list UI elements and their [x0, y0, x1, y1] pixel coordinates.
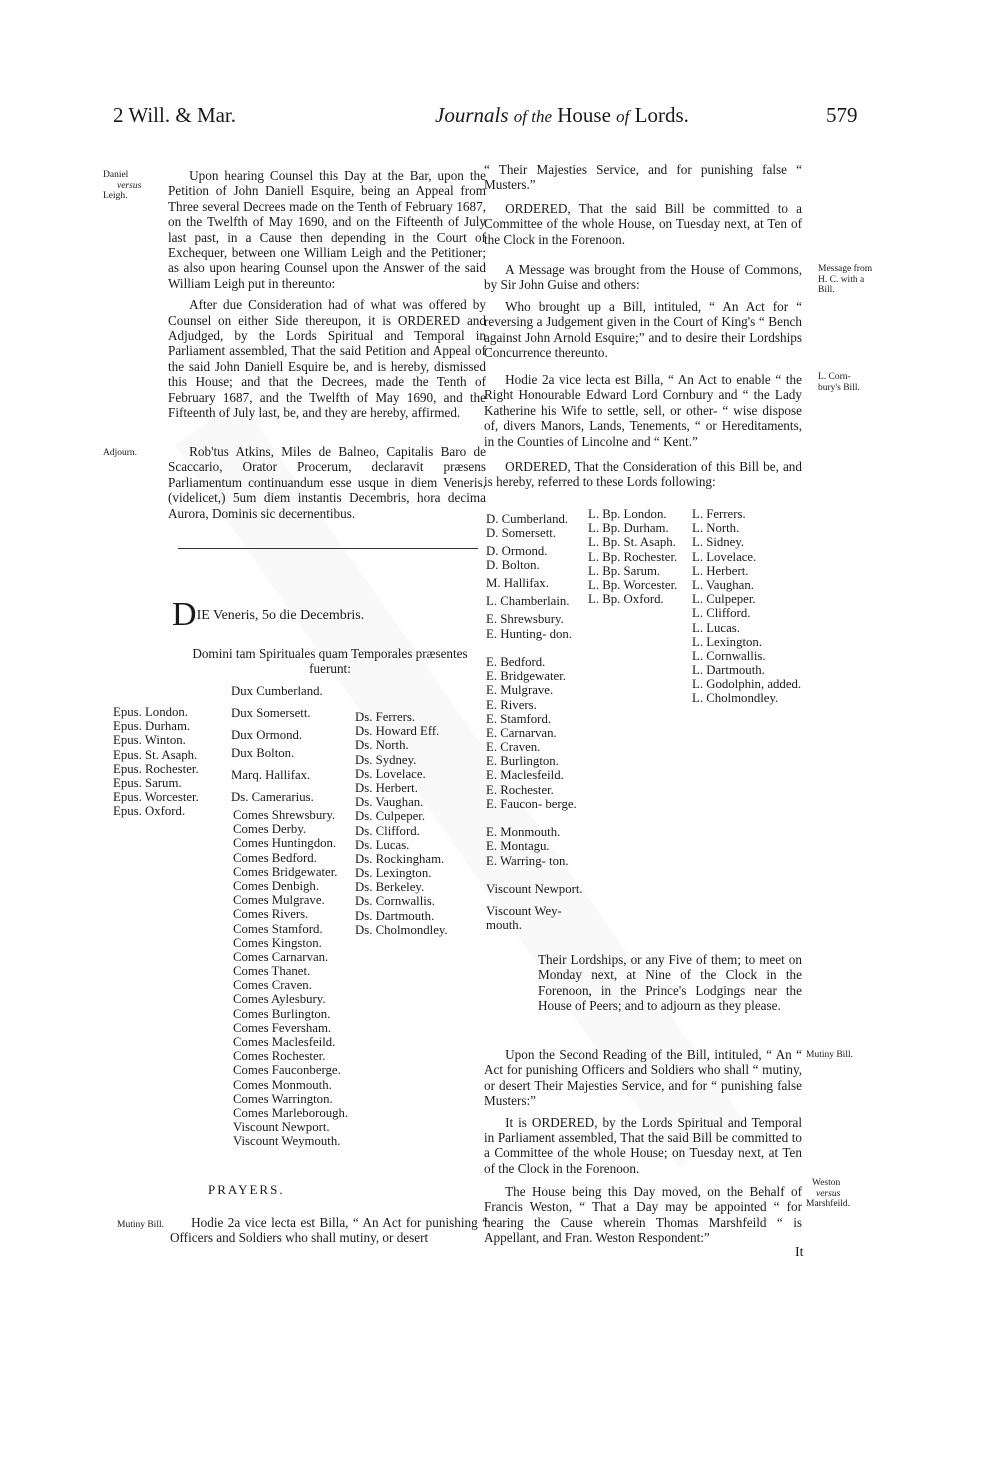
list-item: Comes Denbigh. [233, 878, 320, 893]
prayers-heading: PRAYERS. [208, 1182, 285, 1197]
list-item: L. Culpeper. [692, 592, 756, 607]
list-item: E. Rochester. [486, 782, 554, 797]
paragraph-mutiny: Hodie 2a vice lecta est Billa, “ An Act for punishing “ Officers and Soldiers who shall mutiny, or desert [170, 1215, 488, 1246]
list-item: Comes Kingston. [233, 935, 322, 950]
list-item: E. Mulgrave. [486, 683, 554, 698]
list-epus [113, 705, 199, 819]
paragraph-daniel: Upon hearing Counsel this Day at the Bar, upon the Petition of John Daniell Esquire, being an Appeal from Three several Decrees made on the Tenth of February 1687, on the Twelfth of May 1690, and on the Fifteenth of July last past, in a Cause then depending in the Court of Exchequer, between one William Leigh and the Petitioner; as also upon hearing Counsel upon the Answer of the said William Leigh put in thereunto: After due Consideration had of what was offered by Counsel on either Side thereupon, it is ORDERED and Adjudged, by the Lords Spiritual and Temporal in Parliament assembled, That the said Petition and Appeal of the said John Daniell Esquire be, and is hereby, dismissed this House; and that the Decrees, made the Tenth of February 1687, and the Twelfth of May 1690, and the Fifteenth of July last, be, and they are hereby, affirmed. [168, 168, 486, 421]
list-item: L. Cholmondley. [692, 691, 779, 706]
list-item: Marq. Hallifax. [231, 768, 311, 782]
list-item: L. Godolphin, added. [692, 677, 802, 692]
domini-heading: Domini tam Spirituales quam Temporales præsentes fuerunt: [192, 646, 468, 677]
list-item: Comes Burlington. [233, 1006, 331, 1021]
list-item: L. Bp. Worcester. [588, 577, 678, 592]
list-item: Comes Bedford. [233, 850, 317, 865]
list-item: Ds. Camerarius. [231, 790, 314, 804]
list-item: L. Bp. Oxford. [588, 592, 664, 607]
list-dux [231, 680, 323, 808]
list-item: Comes Rivers. [233, 907, 309, 922]
list-item: Ds. Berkeley. [355, 880, 425, 895]
list-item: L. Bp. Durham. [588, 521, 669, 536]
list-item: Comes Shrewsbury. [233, 808, 336, 822]
header-regnal-year: 2 Will. & Mar. [113, 103, 237, 127]
list-item: L. Dartmouth. [692, 663, 765, 678]
list-item: L. Herbert. [692, 563, 749, 578]
list-committee-c [692, 507, 801, 706]
list-item: Comes Bridgewater. [233, 864, 338, 879]
paragraph-weston: The House being this Day moved, on the Behalf of Francis Weston, “ That a Day may be appointed “ for hearing the Cause wherein Thomas Marshfeild “ is Appellant, and Fran. Weston Respondent:” [484, 1184, 802, 1246]
paragraph-cornbury: Hodie 2a vice lecta est Billa, “ An Act to enable “ the Right Honourable Edward Lord Cornbury and “ the Lady Katherine his Wife to settle, sell, or other- “ wise dispose of, divers Manors, Lands, Tenements, “ or Hereditaments, in the Counties of Lincolne and “ Kent.” ORDERED, That the Consideration of this Bill be, and is hereby, referred to these Lords following: [484, 372, 802, 490]
margin-note-weston: Weston versus Marshfeild. [806, 1178, 851, 1209]
margin-note-message: Message from H. C. with a Bill. [818, 264, 873, 295]
list-item: Comes Rochester. [233, 1049, 326, 1064]
list-item: Comes Thanet. [233, 964, 311, 979]
list-item: L. Lexington. [692, 634, 763, 649]
list-item: Epus. St. Asaph. [113, 747, 198, 762]
list-item: E. Hunting- don. [486, 626, 573, 641]
list-item: Ds. North. [355, 738, 409, 753]
list-item: D. Somersett. [486, 526, 557, 541]
list-item: Comes Maclesfeild. [233, 1035, 336, 1049]
margin-note-adjourn: Adjourn. [103, 448, 138, 458]
list-item: E. Faucon- berge. [486, 796, 577, 811]
list-item: Dux Cumberland. [231, 684, 323, 698]
list-committee-b [588, 507, 677, 606]
list-item: Epus. Rochester. [113, 761, 199, 776]
list-item: E. Stamford. [486, 711, 552, 726]
list-item: Comes Warrington. [233, 1091, 333, 1106]
header-title: Journals of the House of Lords. [435, 103, 689, 127]
list-item: Ds. Howard Eff. [355, 724, 440, 739]
list-item: Ds. Clifford. [355, 823, 420, 838]
list-item: Epus. Oxford. [113, 804, 186, 819]
list-item: Ds. Lovelace. [355, 766, 426, 781]
list-item: D. Bolton. [486, 558, 540, 573]
list-committee-a [486, 512, 584, 932]
list-item: L. Bp. St. Asaph. [588, 535, 676, 550]
list-item: Comes Carnarvan. [233, 949, 329, 964]
list-item: Ds. Dartmouth. [355, 908, 435, 923]
list-item: Ds. Cornwallis. [355, 894, 435, 909]
list-item: Dux Bolton. [231, 746, 295, 760]
list-item: Comes Aylesbury. [233, 992, 326, 1007]
list-item: Comes Huntingdon. [233, 836, 337, 851]
list-item: Comes Stamford. [233, 921, 323, 936]
list-item: Ds. Rockingham. [355, 851, 445, 866]
list-item: Epus. London. [113, 705, 189, 719]
margin-note-mutiny: Mutiny Bill. [117, 1220, 164, 1230]
list-item: Viscount Newport. [233, 1120, 330, 1135]
margin-note-cornbury: L. Corn- bury's Bill. [818, 372, 860, 393]
list-item: Ds. Herbert. [355, 780, 418, 795]
list-item: L. Bp. Rochester. [588, 549, 678, 564]
list-item: L. Bp. London. [588, 507, 667, 521]
list-item: Comes Mulgrave. [233, 893, 325, 908]
list-item: L. Vaughan. [692, 577, 754, 592]
list-item: Dux Somersett. [231, 706, 311, 720]
list-item: D. Ormond. [486, 544, 548, 559]
list-item: Ds. Lexington. [355, 866, 432, 881]
list-item: E. Bedford. [486, 654, 546, 669]
list-item: Ds. Sydney. [355, 752, 417, 767]
list-item: Epus. Worcester. [113, 790, 199, 805]
list-item: Comes Monmouth. [233, 1077, 332, 1092]
list-item: Ds. Lucas. [355, 837, 410, 852]
paragraph-continuation: “ Their Majesties Service, and for punishing false “ Musters.” ORDERED, That the said Bill be committed to a Committee of the whole House, on Tuesday next, at Ten of the Clock in the Forenoon. [484, 162, 802, 247]
margin-note-mutiny-2: Mutiny Bill. [806, 1050, 853, 1060]
list-item: Comes Craven. [233, 978, 312, 993]
list-item: Comes Feversham. [233, 1020, 332, 1035]
paragraph-second-reading: Upon the Second Reading of the Bill, intituled, “ An “ Act for punishing Officers and Soldiers who shall “ mutiny, or desert Their Majesties Service, and for “ punishing false Musters:” It is ORDERED, by the Lords Spiritual and Temporal in Parliament assembled, That the said Bill be committed to a Committee of the whole House; on Tuesday next, at Ten of the Clock in the Forenoon. [484, 1047, 802, 1176]
section-divider [178, 548, 478, 549]
list-item: Dux Ormond. [231, 728, 303, 742]
list-item: Viscount Newport. [486, 881, 583, 896]
list-item: E. Shrewsbury. [486, 612, 564, 627]
list-item: L. Clifford. [692, 606, 751, 621]
page-number: 579 [826, 103, 858, 127]
margin-note-daniel: Daniel versus Leigh. [103, 170, 142, 201]
list-item: E. Monmouth. [486, 825, 561, 840]
list-item: M. Hallifax. [486, 576, 549, 591]
list-item: E. Maclesfeild. [486, 768, 564, 783]
list-item: Comes Derby. [233, 822, 307, 837]
list-item: L. Bp. Sarum. [588, 563, 661, 578]
list-item: E. Burlington. [486, 754, 559, 769]
list-item: E. Warring- ton. [486, 853, 569, 868]
list-item: Ds. Cholmondley. [355, 922, 448, 937]
list-item: L. Cornwallis. [692, 648, 766, 663]
list-item: Ds. Culpeper. [355, 809, 426, 824]
list-item: L. North. [692, 521, 740, 536]
list-item: L. Lovelace. [692, 549, 757, 564]
list-item: Epus. Durham. [113, 719, 191, 734]
list-item: E. Bridgewater. [486, 669, 566, 684]
list-item: L. Sidney. [692, 535, 745, 550]
list-item: E. Carnarvan. [486, 725, 557, 740]
paragraph-lordships: Their Lordships, or any Five of them; to meet on Monday next, at Nine of the Clock in the Forenoon, in the Prince's Lodgings near the House of Peers; and to adjourn as they please. [538, 952, 802, 1014]
list-item: Epus. Winton. [113, 733, 186, 748]
list-item: Comes Fauconberge. [233, 1063, 341, 1078]
list-item: E. Rivers. [486, 697, 537, 712]
list-item: L. Chamberlain. [486, 594, 570, 609]
list-item: Ds. Vaughan. [355, 795, 424, 810]
die-heading: DIE Veneris, 5o die Decembris. [172, 596, 365, 633]
list-comes [233, 808, 348, 1149]
list-item: Epus. Sarum. [113, 775, 182, 790]
list-ds [355, 710, 448, 937]
list-item: Viscount Wey- mouth. [486, 903, 562, 933]
paragraph-adjourn: Rob'tus Atkins, Miles de Balneo, Capitalis Baro de Scaccario, Orator Procerum, declaravit præsens Parliamentum continuandum esse usque in diem Veneris, (videlicet,) 5um diem instantis Decembris, hora decima Aurora, Dominis sic decernentibus. [168, 444, 486, 521]
list-item: E. Montagu. [486, 839, 550, 854]
list-item: Ds. Ferrers. [355, 710, 416, 724]
list-item: D. Cumberland. [486, 512, 569, 526]
paragraph-message: A Message was brought from the House of Commons, by Sir John Guise and others: Who brought up a Bill, intituled, “ An Act for “ reversing a Judgement given in the Court of King's “ Bench against John Arnold Esquire;” and to desire their Lordships Concurrence thereunto. [484, 262, 802, 361]
list-item: Comes Marleborough. [233, 1105, 349, 1120]
catchword: It [795, 1245, 804, 1260]
list-item: L. Lucas. [692, 620, 740, 635]
list-item: Viscount Weymouth. [233, 1134, 341, 1149]
list-item: L. Ferrers. [692, 507, 746, 521]
list-item: E. Craven. [486, 740, 541, 755]
